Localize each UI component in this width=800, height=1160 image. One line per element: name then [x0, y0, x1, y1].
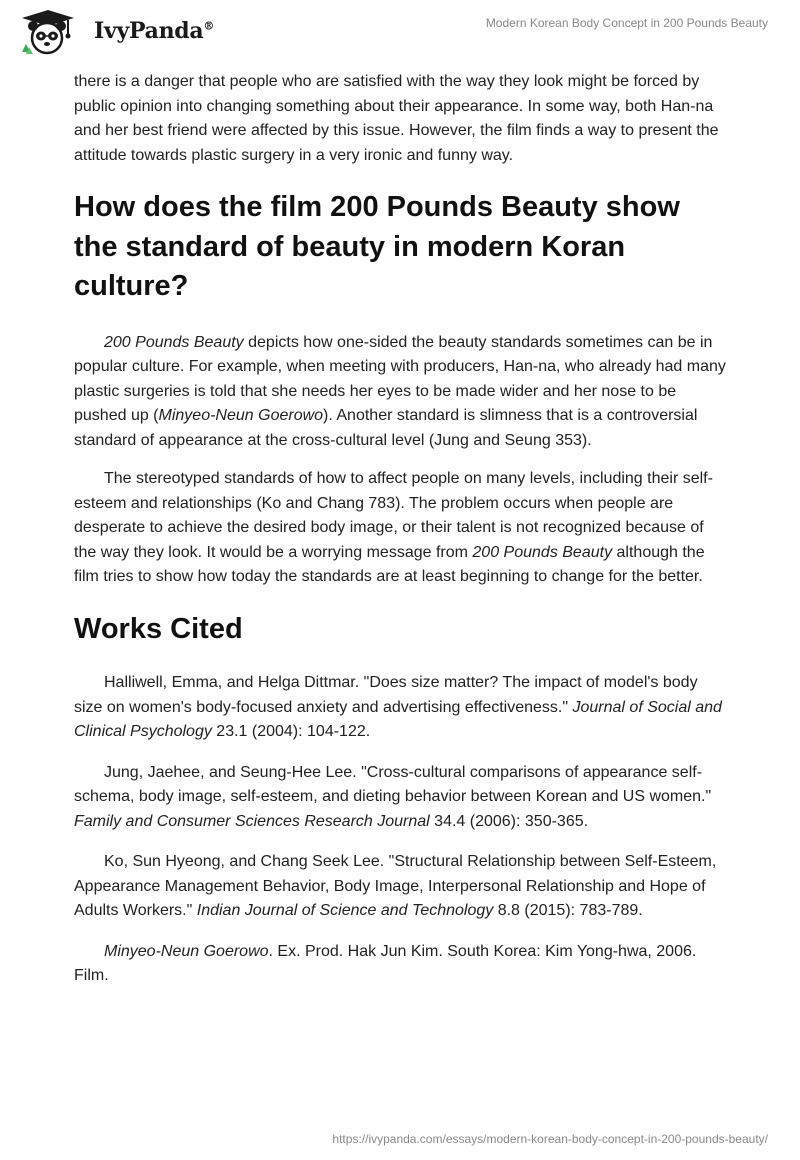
section-heading: How does the film 200 Pounds Beauty show the standard of beauty in modern Koran culture?	[74, 191, 680, 302]
film-title: 200 Pounds Beauty	[472, 543, 613, 561]
brand-name: IvyPanda®	[94, 18, 215, 44]
panda-logo-icon	[16, 8, 80, 56]
document-title: Modern Korean Body Concept in 200 Pounds Beauty	[485, 16, 768, 30]
page-header	[0, 0, 800, 66]
intro-paragraph: there is a danger that people who are satisfied with the way they look might be forced by public opinion into changing something about their appearance. In some way, both Han-na and her best friend were affected by this issue. However, the film finds a way to present the attitude towards plastic surgery in a very ironic and funny way.	[74, 73, 719, 164]
film-citation: Minyeo-Neun Goerowo	[158, 407, 324, 424]
ivypanda-logo[interactable]	[16, 8, 215, 56]
source-url-link[interactable]: https://ivypanda.com/essays/modern-korean-body-concept-in-200-pounds-beauty/	[332, 1132, 768, 1146]
citation-entry: Halliwell, Emma, and Helga Dittmar. "Does size matter? The impact of model's body size on women's body-focused anxiety and advertising effectiveness." Journal of Social and Clinical Psychology 23.1 (2004): 104-122.	[74, 674, 722, 740]
journal-title: Family and Consumer Sciences Research Journal	[74, 812, 430, 830]
journal-title: Journal of Social and Clinical Psychology	[74, 698, 722, 740]
body-paragraph-1: 200 Pounds Beauty depicts how one-sided the beauty standards sometimes can be in popular culture. For example, when meeting with producers, Han-na, who already had many plastic surgeries is told that she needs her eyes to be made wider and her nose to be pushed up (Minyeo-Neun Goerowo). Another standard is slimness that is a controversial standard of appearance at the cross-cultural level (Jung and Seung 353).	[74, 333, 726, 449]
citation-entry: Jung, Jaehee, and Seung-Hee Lee. "Cross-cultural comparisons of appearance self-schema, body image, self-esteem, and dieting behavior between Korean and US women." Family and Consumer Sciences Research Journal 34.4 (2006): 350-365.	[74, 763, 712, 830]
citation-entry: Minyeo-Neun Goerowo. Ex. Prod. Hak Jun Kim. South Korea: Kim Yong-hwa, 2006. Film.	[74, 942, 697, 984]
works-cited-heading: Works Cited	[74, 612, 243, 645]
body-paragraph-2: The stereotyped standards of how to affect people on many levels, including their self-esteem and relationships (Ko and Chang 783). The problem occurs when people are desperate to achieve the desired body image, or their talent is not recognized because of the way they look. It would be a worrying message from 200 Pounds Beauty although the film tries to show how today the standards are at least beginning to change for the better.	[74, 470, 713, 585]
film-title: 200 Pounds Beauty	[104, 333, 244, 351]
journal-title: Indian Journal of Science and Technology	[196, 902, 494, 919]
citation-entry: Ko, Sun Hyeong, and Chang Seek Lee. "Structural Relationship between Self-Esteem, Appearance Management Behavior, Body Image, Interpersonal Relationship and Hope of Adults Workers." Indian Journal of Science and Technology 8.8 (2015): 783-789.	[74, 853, 717, 919]
essay-content	[74, 70, 726, 989]
film-citation: Minyeo-Neun Goerowo	[104, 942, 269, 960]
